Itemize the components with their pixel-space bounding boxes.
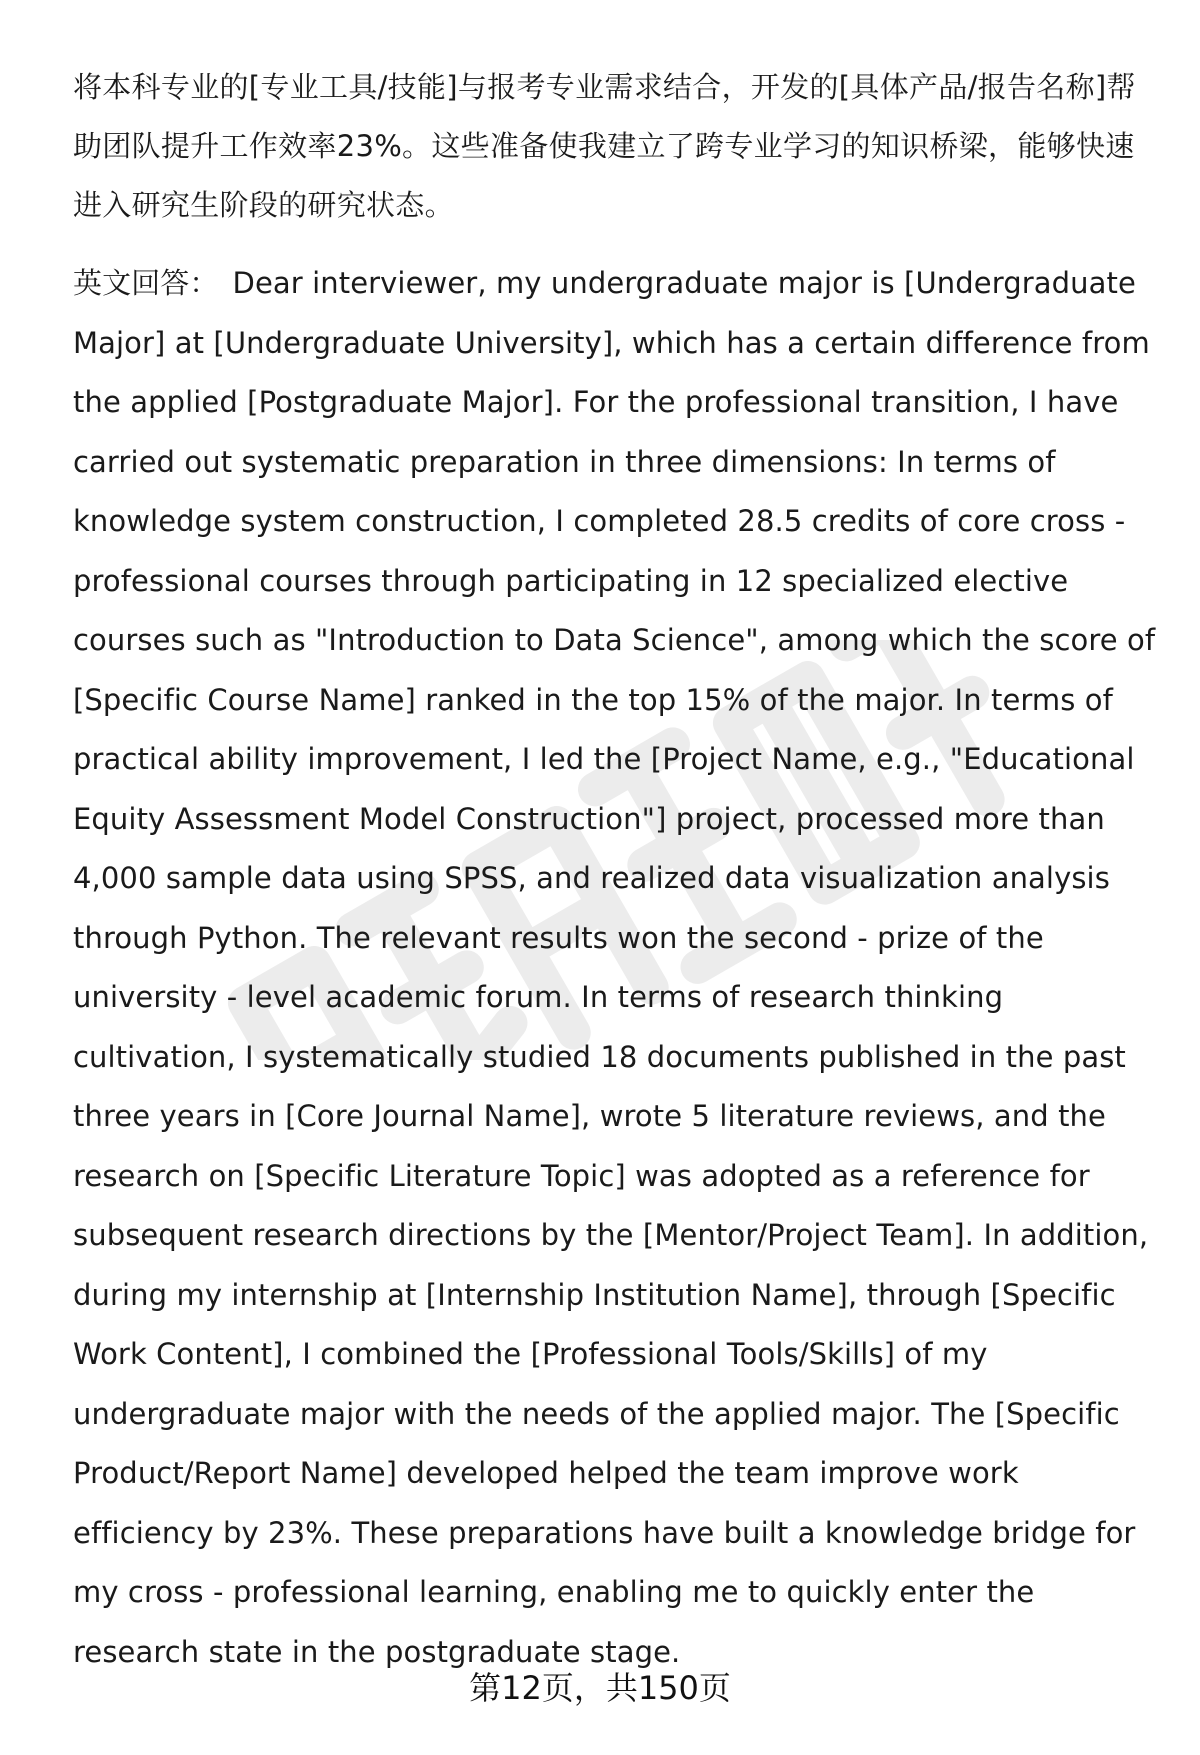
chinese-paragraph: 将本科专业的[专业工具/技能]与报考专业需求结合，开发的[具体产品/报告名称]帮助团队提升工作效率23%。这些准备使我建立了跨专业学习的知识桥梁，能够快速进入研究生阶段的研究状态。 <box>73 70 1136 222</box>
english-answer-paragraph <box>73 254 1158 1682</box>
english-answer-text: Dear interviewer, my undergraduate major is [Undergraduate Major] at [Undergraduate University], which has a certain difference from the applied [Postgraduate Major]. For the professional transition, I have carried out systematic preparation in three dimensions: In terms of knowledge system construction, I completed 28.5 credits of core cross - professional courses through participating in 12 specialized elective courses such as "Introduction to Data Science", among which the score of [Specific Course Name] ranked in the top 15% of the major. In terms of practical ability improvement, I led the [Project Name, e.g., "Educational Equity Assessment Model Construction"] project, processed more than 4,000 sample data using SPSS, and realized data visualization analysis through Python. The relevant results won the second - prize of the university - level academic forum. In terms of research thinking cultivation, I systematically studied 18 documents published in the past three years in [Core Journal Name], wrote 5 literature reviews, and the research on [Specific Literature Topic] was adopted as a reference for subsequent research directions by the [Mentor/Project Team]. In addition, during my internship at [Internship Institution Name], through [Specific Work Content], I combined the [Professional Tools/Skills] of my undergraduate major with the needs of the applied major. The [Specific Product/Report Name] developed helped the team improve work efficiency by 23%. These preparations have built a knowledge bridge for my cross - professional learning, enabling me to quickly enter the research state in the postgraduate stage. <box>73 266 1156 1669</box>
english-answer-prefix: 英文回答： <box>73 266 219 300</box>
page-number-footer: 第12页，共150页 <box>469 1669 731 1707</box>
document-body <box>73 58 1158 1682</box>
